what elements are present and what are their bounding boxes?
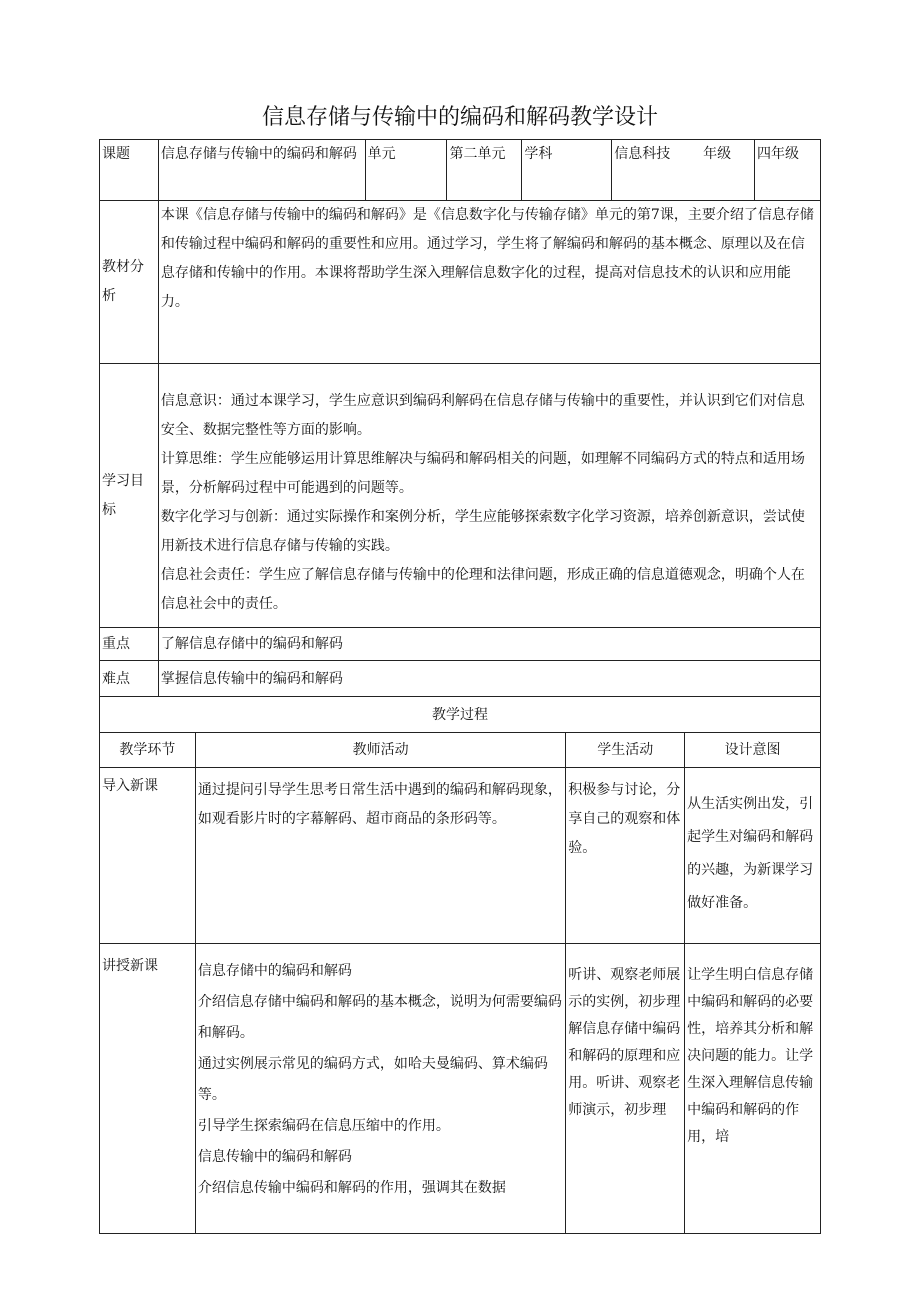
process-title: 教学过程 xyxy=(100,697,821,733)
unit-label: 单元 xyxy=(365,140,447,201)
intent-cell: 让学生明白信息存储中编码和解码的必要性，培养其分析和解决问题的能力。让学生深入理解信息传输中编码和解码的作用，培 xyxy=(685,944,821,1234)
page-title: 信息存储与传输中的编码和解码教学设计 xyxy=(261,105,658,130)
teaching-process-table xyxy=(99,696,821,1234)
objective-item: 计算思维：学生应能够运用计算思维解决与编码和解码相关的问题，如理解不同编码方式的特点和适用场景，分析解码过程中可能遇到的问题等。 xyxy=(160,450,805,496)
student-cell: 积极参与讨论，分享自己的观察和体验。 xyxy=(566,768,685,944)
grade-value: 四年级 xyxy=(755,140,821,201)
teacher-paragraph: 信息传输中的编码和解码 xyxy=(197,1149,352,1165)
key-point-label: 重点 xyxy=(100,628,159,661)
unit-value: 第二单元 xyxy=(447,140,522,201)
subject-label: 学科 xyxy=(522,140,612,201)
teacher-cell xyxy=(195,944,565,1234)
grade-label: 年级 xyxy=(703,146,732,162)
student-cell: 听讲、观察老师展示的实例，初步理解信息存储中编码和解码的原理和应用。听讲、观察老师演示，初步理 xyxy=(566,944,685,1234)
objectives-label: 学习目标 xyxy=(100,364,159,628)
key-point-text: 了解信息存储中的编码和解码 xyxy=(158,628,820,661)
header-stage: 教学环节 xyxy=(100,733,196,768)
table-row xyxy=(100,944,821,1234)
stage-cell: 导入新课 xyxy=(100,768,196,944)
objective-item: 数字化学习与创新：通过实际操作和案例分析，学生应能够探索数字化学习资源，培养创新意识，尝试使用新技术进行信息存储与传输的实践。 xyxy=(160,508,805,554)
teacher-paragraph: 介绍信息存储中编码和解码的基本概念，说明为何需要编码和解码。 xyxy=(197,994,562,1041)
topic-value: 信息存储与传输中的编码和解码 xyxy=(158,140,365,201)
stage-cell: 讲授新课 xyxy=(100,944,196,1234)
material-text: 本课《信息存储与传输中的编码和解码》是《信息数字化与传输存储》单元的第7课，主要介绍了信息存储和传输过程中编码和解码的重要性和应用。通过学习，学生将了解编码和解码的基本概念、原理以及在信息存储和传输中的作用。本课将帮助学生深入理解信息数字化的过程，提高对信息技术的认识和应用能力。 xyxy=(158,201,820,364)
subject-grade-cell xyxy=(612,140,755,201)
objective-item: 信息意识：通过本课学习，学生应意识到编码利解码在信息存储与传输中的重要性，并认识到它们对信息安全、数据完整性等方面的影响。 xyxy=(160,392,805,438)
teacher-paragraph: 引导学生探索编码在信息压缩中的作用。 xyxy=(197,1118,450,1134)
difficulty-text: 掌握信息传输中的编码和解码 xyxy=(158,661,820,697)
objective-item: 信息社会责任：学生应了解信息存储与传输中的伦理和法律问题，形成正确的信息道德观念，明确个人在信息社会中的责任。 xyxy=(160,566,805,612)
lesson-info-table xyxy=(99,139,821,697)
header-intent: 设计意图 xyxy=(685,733,821,768)
teacher-paragraph: 信息存储中的编码和解码 xyxy=(197,963,352,979)
table-row xyxy=(100,768,821,944)
header-teacher: 教师活动 xyxy=(195,733,565,768)
header-student: 学生活动 xyxy=(566,733,685,768)
teacher-paragraph: 通过提问引导学生思考日常生活中遇到的编码和解码现象，如观看影片时的字幕解码、超市商品的条形码等。 xyxy=(197,782,562,827)
teacher-paragraph: 通过实例展示常见的编码方式，如哈夫曼编码、算术编码等。 xyxy=(197,1056,548,1103)
objectives-list xyxy=(158,364,820,628)
teacher-cell xyxy=(195,768,565,944)
teacher-paragraph: 介绍信息传输中编码和解码的作用，强调其在数据 xyxy=(197,1180,506,1196)
topic-label: 课题 xyxy=(100,140,159,201)
material-label: 教材分析 xyxy=(100,201,159,364)
subject-value: 信息科技 xyxy=(614,146,671,162)
difficulty-label: 难点 xyxy=(100,661,159,697)
intent-cell: 从生活实例出发，引起学生对编码和解码的兴趣，为新课学习做好准备。 xyxy=(685,768,821,944)
